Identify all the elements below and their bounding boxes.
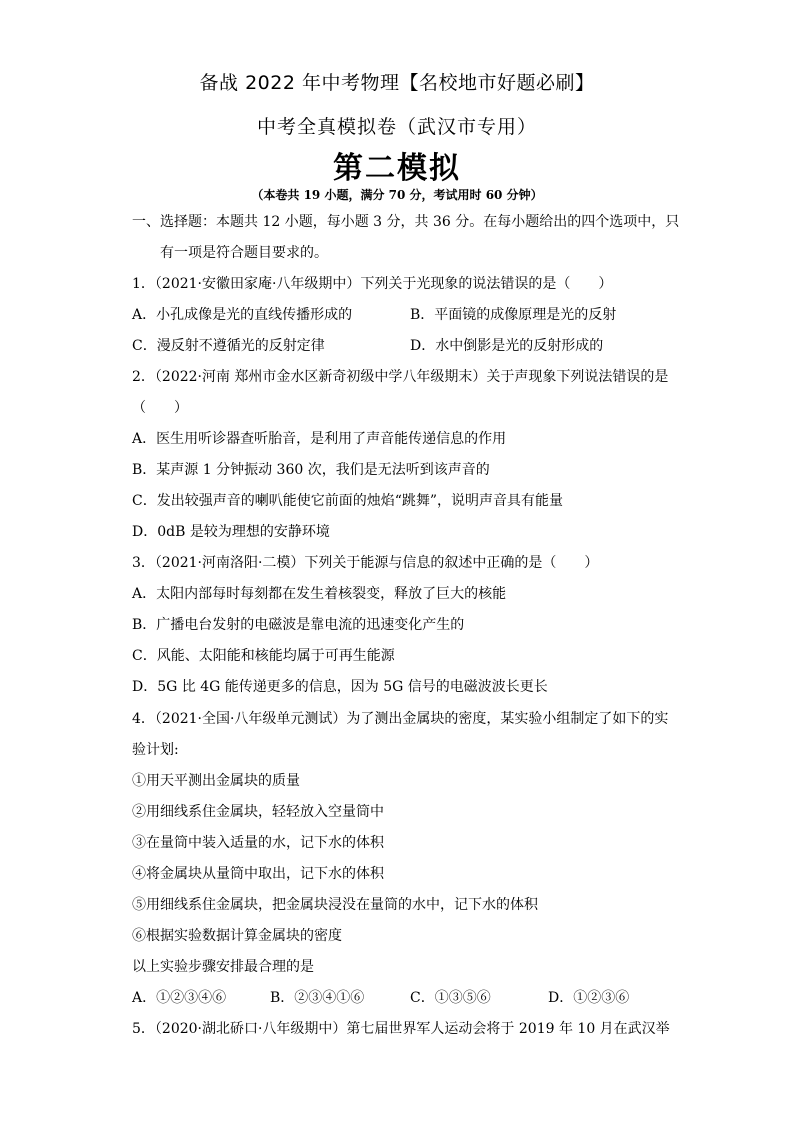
question-4-step-2: ②用细线系住金属块，轻轻放入空量筒中 [132, 804, 384, 820]
question-4-step-5: ⑤用细线系住金属块，把金属块浸没在量筒的水中，记下水的体积 [132, 897, 538, 913]
question-4-step-3: ③在量筒中装入适量的水，记下水的体积 [132, 835, 384, 851]
question-4-stem: 4．（2021·全国·八年级单元测试）为了测出金属块的密度，某实验小组制定了如下的实 [132, 711, 669, 727]
question-4-step-6: ⑥根据实验数据计算金属块的密度 [132, 928, 342, 944]
question-4-option-a: A．①②③④⑥ [132, 990, 227, 1006]
question-4-ask: 以上实验步骤安排最合理的是 [132, 959, 314, 975]
section-heading: 一、选择题：本题共 12 小题，每小题 3 分，共 36 分。在每小题给出的四个选项中，只 [132, 214, 680, 230]
question-2-option-c: C．发出较强声音的喇叭能使它前面的烛焰“跳舞”，说明声音具有能量 [132, 493, 564, 509]
question-4-step-1: ①用天平测出金属块的质量 [132, 773, 300, 789]
question-2-stem-cont: （ ） [132, 400, 188, 416]
question-1-option-b: B．平面镜的成像原理是光的反射 [410, 307, 617, 323]
question-1-option-a: A．小孔成像是光的直线传播形成的 [132, 307, 353, 323]
question-5-stem: 5．（2020·湖北硚口·八年级期中）第七届世界军人运动会将于 2019 年 10 月在武汉举 [132, 1021, 670, 1037]
question-2-option-b: B．某声源 1 分钟振动 360 次，我们是无法听到该声音的 [132, 462, 490, 478]
question-4-step-4: ④将金属块从量筒中取出，记下水的体积 [132, 866, 384, 882]
question-4-option-c: C．①③⑤⑥ [410, 990, 491, 1006]
exam-subtitle: 中考全真模拟卷（武汉市专用） [256, 116, 537, 138]
question-4-option-d: D．①②③⑥ [548, 990, 630, 1006]
question-1-option-d: D．水中倒影是光的反射形成的 [410, 338, 604, 354]
question-3-stem: 3．（2021·河南洛阳·二模）下列关于能源与信息的叙述中正确的是（ ） [132, 555, 599, 571]
exam-note: （本卷共 19 小题，满分 70 分，考试用时 60 分钟） [251, 188, 543, 202]
section-heading-cont: 有一项是符合题目要求的。 [160, 245, 328, 261]
exam-series-title: 备战 2022 年中考物理【名校地市好题必刷】 [199, 72, 595, 94]
question-4-stem-cont: 验计划: [132, 742, 179, 758]
question-2-stem: 2．（2022·河南 郑州市金水区新奇初级中学八年级期末）关于声现象下列说法错误的是 [132, 369, 669, 385]
question-4-option-b: B．②③④①⑥ [270, 990, 365, 1006]
question-1-option-c: C．漫反射不遵循光的反射定律 [132, 338, 325, 354]
question-2-option-a: A．医生用听诊器查听胎音，是利用了声音能传递信息的作用 [132, 431, 507, 447]
question-3-option-d: D．5G 比 4G 能传递更多的信息，因为 5G 信号的电磁波波长更长 [132, 679, 548, 695]
question-3-option-a: A．太阳内部每时每刻都在发生着核裂变，释放了巨大的核能 [132, 586, 507, 602]
exam-main-title: 第二模拟 [333, 151, 461, 186]
question-1-stem: 1．（2021·安徽田家庵·八年级期中）下列关于光现象的说法错误的是（ ） [132, 276, 613, 292]
question-4-options [0, 988, 794, 1008]
question-2-option-d: D．0dB 是较为理想的安静环境 [132, 524, 330, 540]
question-3-option-c: C．风能、太阳能和核能均属于可再生能源 [132, 648, 395, 664]
question-3-option-b: B．广播电台发射的电磁波是靠电流的迅速变化产生的 [132, 617, 465, 633]
